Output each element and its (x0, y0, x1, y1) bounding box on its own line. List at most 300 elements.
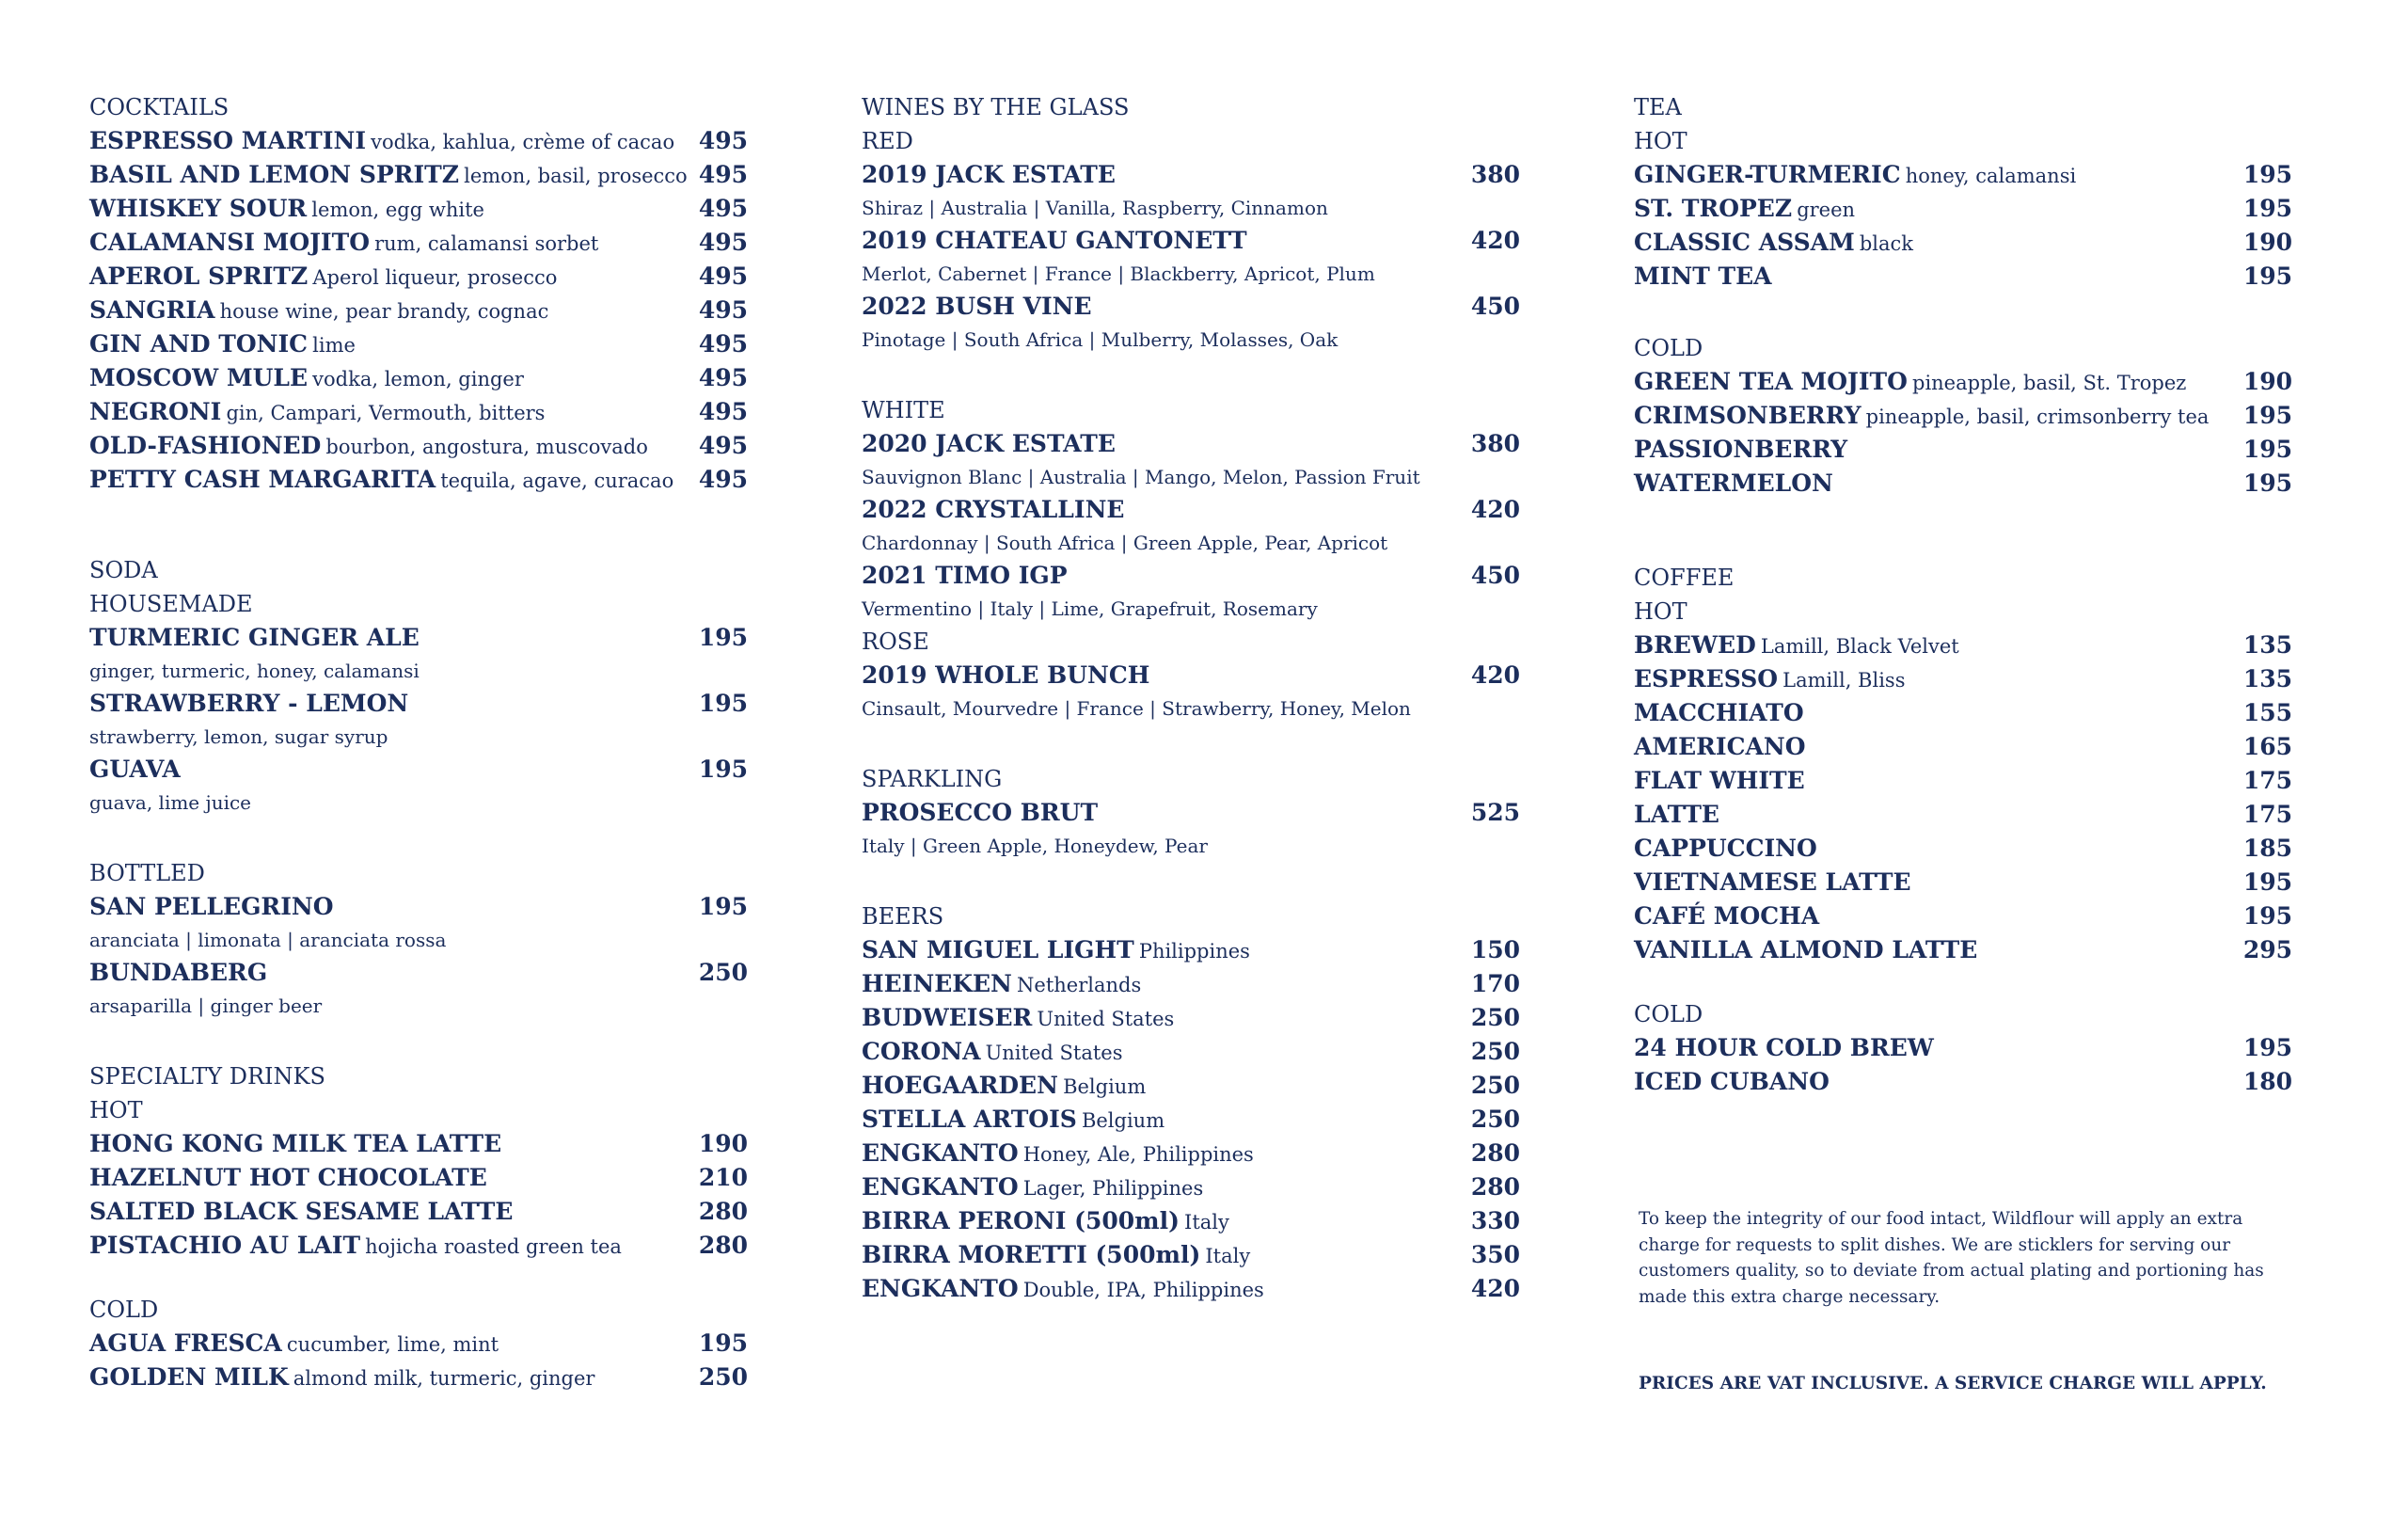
menu-item (1634, 764, 2292, 798)
menu-item-name: 2022 BUSH VINE (862, 293, 1092, 320)
menu-item-title (89, 1327, 499, 1363)
menu-item-description: Aperol liqueur, prosecco (312, 266, 558, 289)
menu-item-price: 495 (698, 466, 748, 493)
bottled-list (89, 890, 748, 1022)
menu-item-price: 280 (1470, 1139, 1520, 1167)
menu-column-3 (1634, 90, 2292, 1099)
menu-item-description: lime (312, 334, 356, 357)
menu-item (1634, 662, 2292, 696)
menu-item-title (89, 890, 334, 927)
menu-item-name: HAZELNUT HOT CHOCOLATE (89, 1164, 487, 1191)
menu-item-name: CALAMANSI MOJITO (89, 229, 370, 256)
menu-item-title (89, 327, 356, 364)
menu-item-price: 330 (1470, 1207, 1520, 1234)
subheading-red: RED (862, 128, 913, 154)
menu-item-name: ENGKANTO (862, 1173, 1019, 1201)
tea-hot-list (1634, 158, 2292, 294)
menu-item-name: APEROL SPRITZ (89, 263, 309, 290)
menu-item (89, 753, 748, 787)
menu-item (89, 124, 748, 158)
menu-item-price: 165 (2242, 733, 2292, 760)
menu-item-price: 195 (2242, 436, 2292, 463)
menu-item (862, 1272, 1520, 1306)
menu-item-title (862, 158, 1116, 195)
menu-item-name: SANGRIA (89, 296, 215, 324)
menu-item-name: GOLDEN MILK (89, 1363, 289, 1391)
menu-item-name: STRAWBERRY - LEMON (89, 690, 409, 717)
menu-item-name: ESPRESSO MARTINI (89, 127, 367, 154)
menu-item (1634, 433, 2292, 467)
menu-item-note: aranciata | limonata | aranciata rossa (89, 929, 447, 951)
soda-list (89, 621, 748, 819)
menu-item (1634, 192, 2292, 226)
menu-item-description: Netherlands (1017, 974, 1142, 996)
menu-item-price: 195 (2242, 470, 2292, 497)
menu-item-name: ENGKANTO (862, 1275, 1019, 1302)
menu-item (1634, 899, 2292, 933)
menu-item-price: 210 (698, 1164, 748, 1191)
menu-item-name: BIRRA PERONI (500ml) (862, 1207, 1180, 1234)
menu-item (1634, 467, 2292, 501)
menu-item (89, 1229, 748, 1263)
menu-item (862, 1204, 1520, 1238)
coffee-cold-list (1634, 1031, 2292, 1099)
menu-item-name: ESPRESSO (1634, 665, 1779, 692)
menu-item (862, 158, 1520, 192)
menu-item-price: 250 (1470, 1004, 1520, 1031)
menu-item-price: 250 (698, 1363, 748, 1391)
menu-item-price: 450 (1470, 293, 1520, 320)
section-heading-sparkling: SPARKLING (862, 766, 1003, 792)
menu-item-title (862, 1035, 1123, 1072)
menu-item-name: CORONA (862, 1038, 981, 1065)
menu-item-price: 150 (1470, 936, 1520, 963)
menu-item-name: PASSIONBERRY (1634, 436, 1848, 463)
section-heading-specialty: SPECIALTY DRINKS (89, 1063, 325, 1090)
menu-item-title (1634, 899, 1819, 936)
section-heading-bottled: BOTTLED (89, 860, 205, 886)
menu-item-price: 175 (2242, 767, 2292, 794)
menu-item-title (89, 1195, 513, 1232)
menu-item-price: 135 (2242, 631, 2292, 659)
menu-item-description: Belgium (1063, 1075, 1147, 1098)
menu-item (1634, 1031, 2292, 1065)
menu-item-title (1634, 467, 1833, 503)
menu-item-description: black (1859, 232, 1914, 255)
menu-item-title (862, 933, 1250, 970)
menu-item-price: 495 (698, 432, 748, 459)
menu-item (1634, 365, 2292, 399)
menu-item-title (1634, 866, 1911, 902)
menu-item-note: arsaparilla | ginger beer (89, 995, 323, 1017)
menu-item-description: Italy (1184, 1211, 1229, 1234)
menu-item-name: SALTED BLACK SESAME LATTE (89, 1198, 514, 1225)
subheading-tea-hot: HOT (1634, 128, 1687, 154)
menu-item (862, 933, 1520, 967)
menu-item-title (89, 361, 524, 398)
menu-item (89, 463, 748, 497)
menu-item-title (862, 224, 1247, 261)
menu-item-title (862, 1272, 1264, 1309)
sparkling-list (862, 796, 1520, 862)
menu-item-note: Pinotage | South Africa | Mulberry, Molasses, Oak (862, 328, 1339, 351)
menu-item-name: HEINEKEN (862, 970, 1012, 997)
menu-item-name: NEGRONI (89, 398, 222, 425)
menu-item-price: 195 (2242, 868, 2292, 896)
menu-item-title (862, 1103, 1164, 1139)
menu-item-description: bourbon, angostura, muscovado (325, 436, 648, 458)
menu-item-title (862, 1170, 1203, 1207)
menu-item-price: 190 (2242, 368, 2292, 395)
menu-item (862, 1170, 1520, 1204)
menu-item (89, 1127, 748, 1161)
menu-item-description: green (1797, 199, 1856, 221)
menu-item-name: ST. TROPEZ (1634, 195, 1793, 222)
menu-item-price: 195 (698, 756, 748, 783)
menu-item-name: BASIL AND LEMON SPRITZ (89, 161, 460, 188)
menu-item-name: ICED CUBANO (1634, 1068, 1830, 1095)
menu-item (89, 158, 748, 192)
menu-item-price: 420 (1470, 1275, 1520, 1302)
menu-item-note: Vermentino | Italy | Lime, Grapefruit, Rosemary (862, 597, 1318, 620)
menu-item-price: 170 (1470, 970, 1520, 997)
menu-item-name: OLD-FASHIONED (89, 432, 322, 459)
menu-item-price: 495 (698, 296, 748, 324)
menu-item-note: Merlot, Cabernet | France | Blackberry, Apricot, Plum (862, 263, 1375, 285)
menu-item (89, 395, 748, 429)
menu-item-description: rum, calamansi sorbet (374, 232, 599, 255)
menu-column-2 (862, 90, 1520, 1306)
menu-item-price: 195 (698, 690, 748, 717)
menu-item-title (1634, 1031, 1934, 1068)
menu-item-name: GINGER-TURMERIC (1634, 161, 1901, 188)
menu-item (862, 559, 1520, 593)
section-heading-tea: TEA (1634, 94, 1682, 120)
menu-item-name: 2019 WHOLE BUNCH (862, 661, 1150, 689)
menu-item-title (1634, 158, 2076, 195)
subheading-tea-cold: COLD (1634, 335, 1703, 361)
menu-item (862, 659, 1520, 692)
menu-item (89, 890, 748, 924)
menu-item (89, 429, 748, 463)
menu-item-title (89, 124, 674, 161)
menu-item (862, 1069, 1520, 1103)
menu-item-description: pineapple, basil, crimsonberry tea (1865, 406, 2210, 428)
menu-item-name: CLASSIC ASSAM (1634, 229, 1855, 256)
section-heading-beers: BEERS (862, 903, 944, 930)
menu-item-name: BREWED (1634, 631, 1756, 659)
menu-item-name: GUAVA (89, 756, 181, 783)
menu-item (89, 956, 748, 990)
menu-item-name: HOEGAARDEN (862, 1072, 1058, 1099)
menu-item-price: 185 (2242, 835, 2292, 862)
menu-item-title (89, 1161, 487, 1198)
menu-item-price: 495 (698, 263, 748, 290)
subheading-housemade: HOUSEMADE (89, 591, 253, 617)
menu-item-title (1634, 433, 1847, 470)
menu-item-title (1634, 730, 1806, 767)
menu-item-price: 350 (1470, 1241, 1520, 1268)
menu-item-price: 190 (698, 1130, 748, 1157)
menu-item-note: Sauvignon Blanc | Australia | Mango, Melon, Passion Fruit (862, 466, 1420, 488)
menu-item-title (89, 463, 673, 500)
menu-item-description: Philippines (1138, 940, 1250, 963)
specialty-hot-list (89, 1127, 748, 1263)
menu-item-title (1634, 1065, 1830, 1102)
menu-item-title (89, 158, 688, 195)
menu-item (89, 621, 748, 655)
menu-item-description: Italy (1205, 1245, 1251, 1267)
menu-item (862, 796, 1520, 830)
menu-item-title (1634, 764, 1805, 801)
menu-item-description: hojicha roasted green tea (365, 1235, 622, 1258)
vat-notice: PRICES ARE VAT INCLUSIVE. A SERVICE CHARGE WILL APPLY. (1639, 1374, 2267, 1393)
menu-item (1634, 866, 2292, 899)
menu-item-price: 250 (1470, 1106, 1520, 1133)
menu-item-title (89, 429, 648, 466)
menu-item (1634, 399, 2292, 433)
menu-item-name: VANILLA ALMOND LATTE (1634, 936, 1978, 963)
menu-item-price: 495 (698, 195, 748, 222)
menu-item-description: Honey, Ale, Philippines (1022, 1143, 1254, 1166)
menu-item-title (862, 1137, 1254, 1173)
menu-item (89, 361, 748, 395)
menu-item-description: almond milk, turmeric, ginger (293, 1367, 595, 1390)
menu-item-name: ENGKANTO (862, 1139, 1019, 1167)
menu-item-title (862, 796, 1098, 833)
menu-item-title (862, 559, 1068, 596)
menu-item-price: 280 (1470, 1173, 1520, 1201)
menu-item-title (1634, 798, 1719, 835)
menu-item (1634, 730, 2292, 764)
menu-item-name: WATERMELON (1634, 470, 1833, 497)
menu-item-name: PROSECCO BRUT (862, 799, 1099, 826)
menu-item-title (89, 956, 267, 993)
menu-item-name: WHISKEY SOUR (89, 195, 308, 222)
menu-item-price: 250 (1470, 1038, 1520, 1065)
cocktails-list (89, 124, 748, 497)
menu-item-price: 380 (1470, 161, 1520, 188)
menu-item (1634, 798, 2292, 832)
menu-item-note: ginger, turmeric, honey, calamansi (89, 660, 420, 682)
rose-wine-list (862, 659, 1520, 724)
menu-item-note: Chardonnay | South Africa | Green Apple, Pear, Apricot (862, 532, 1388, 554)
menu-item (89, 1195, 748, 1229)
menu-item-name: FLAT WHITE (1634, 767, 1805, 794)
menu-item-title (862, 967, 1141, 1004)
subheading-rose: ROSE (862, 629, 929, 655)
menu-item (1634, 260, 2292, 294)
menu-item-name: GIN AND TONIC (89, 330, 309, 358)
menu-item-price: 295 (2242, 936, 2292, 963)
menu-item-title (89, 621, 420, 658)
menu-item-title (1634, 696, 1804, 733)
menu-item-description: Lamill, Bliss (1782, 669, 1906, 692)
menu-item-name: 2020 JACK ESTATE (862, 430, 1116, 457)
menu-item-name: TURMERIC GINGER ALE (89, 624, 420, 651)
menu-item-title (862, 427, 1116, 464)
menu-item (862, 224, 1520, 258)
menu-item (862, 427, 1520, 461)
menu-item-title (862, 290, 1092, 326)
menu-item-title (1634, 933, 1977, 970)
menu-item (862, 1001, 1520, 1035)
menu-item-description: house wine, pear brandy, cognac (219, 300, 549, 323)
coffee-hot-list (1634, 629, 2292, 967)
menu-item-price: 495 (698, 330, 748, 358)
menu-item-name: BUDWEISER (862, 1004, 1033, 1031)
red-wine-list (862, 158, 1520, 356)
menu-item (862, 967, 1520, 1001)
menu-item-title (862, 659, 1149, 695)
menu-item-price: 420 (1470, 661, 1520, 689)
menu-item-price: 195 (2242, 402, 2292, 429)
menu-item (89, 1327, 748, 1361)
menu-item-title (862, 1204, 1229, 1241)
menu-item-note: Cinsault, Mourvedre | France | Strawberry, Honey, Melon (862, 697, 1411, 720)
menu-item-price: 195 (2242, 263, 2292, 290)
menu-item-price: 195 (2242, 902, 2292, 930)
menu-item-price: 495 (698, 127, 748, 154)
menu-item-name: MINT TEA (1634, 263, 1772, 290)
menu-item-price: 195 (698, 893, 748, 920)
menu-item-note: Shiraz | Australia | Vanilla, Raspberry, Cinnamon (862, 197, 1328, 219)
menu-item-name: CAFÉ MOCHA (1634, 902, 1820, 930)
beers-list (862, 933, 1520, 1306)
menu-item-title (89, 753, 181, 789)
menu-item-price: 250 (1470, 1072, 1520, 1099)
menu-item-price: 190 (2242, 229, 2292, 256)
tea-cold-list (1634, 365, 2292, 501)
menu-item-price: 175 (2242, 801, 2292, 828)
specialty-cold-list (89, 1327, 748, 1394)
menu-item-description: United States (985, 1042, 1123, 1064)
menu-item-name: CAPPUCCINO (1634, 835, 1817, 862)
menu-item-title (89, 1229, 622, 1265)
menu-item-note: strawberry, lemon, sugar syrup (89, 725, 388, 748)
menu-item-price: 180 (2242, 1068, 2292, 1095)
menu-item (1634, 158, 2292, 192)
menu-item (862, 493, 1520, 527)
menu-item-title (1634, 192, 1855, 229)
menu-item-name: CRIMSONBERRY (1634, 402, 1861, 429)
menu-item (1634, 696, 2292, 730)
menu-item-title (89, 1127, 501, 1164)
menu-column-1 (89, 90, 748, 1394)
menu-item-name: STELLA ARTOIS (862, 1106, 1077, 1133)
subheading-specialty-hot: HOT (89, 1097, 143, 1123)
menu-item-title (89, 260, 557, 296)
menu-item-name: 2022 CRYSTALLINE (862, 496, 1125, 523)
menu-item-price: 195 (2242, 1034, 2292, 1061)
menu-item-price: 135 (2242, 665, 2292, 692)
menu-item-name: GREEN TEA MOJITO (1634, 368, 1908, 395)
menu-item-name: AGUA FRESCA (89, 1329, 282, 1357)
menu-item (89, 192, 748, 226)
section-heading-coffee: COFFEE (1634, 565, 1735, 591)
menu-item-title (1634, 629, 1959, 665)
menu-item-title (1634, 260, 1772, 296)
menu-item (862, 1035, 1520, 1069)
white-wine-list (862, 427, 1520, 625)
menu-item-title (862, 493, 1124, 530)
menu-item-name: LATTE (1634, 801, 1719, 828)
menu-item-price: 155 (2242, 699, 2292, 726)
menu-item-price: 280 (698, 1232, 748, 1259)
menu-item-name: VIETNAMESE LATTE (1634, 868, 1911, 896)
menu-item-name: SAN PELLEGRINO (89, 893, 334, 920)
menu-item-name: BUNDABERG (89, 959, 268, 986)
menu-item-name: HONG KONG MILK TEA LATTE (89, 1130, 502, 1157)
menu-item-description: Double, IPA, Philippines (1022, 1279, 1264, 1301)
menu-item (862, 1238, 1520, 1272)
menu-item-description: pineapple, basil, St. Tropez (1912, 372, 2187, 394)
menu-item-name: 2021 TIMO IGP (862, 562, 1068, 589)
menu-item-title (862, 1238, 1250, 1275)
menu-item (1634, 933, 2292, 967)
menu-item (89, 294, 748, 327)
menu-item-name: SAN MIGUEL LIGHT (862, 936, 1134, 963)
menu-item-price: 495 (698, 364, 748, 391)
menu-item (1634, 1065, 2292, 1099)
menu-item-price: 495 (698, 398, 748, 425)
menu-item-description: gin, Campari, Vermouth, bitters (226, 402, 546, 424)
menu-item-name: MACCHIATO (1634, 699, 1804, 726)
menu-item-price: 195 (698, 1329, 748, 1357)
menu-item-title (1634, 662, 1905, 699)
subheading-coffee-hot: HOT (1634, 598, 1687, 625)
menu-item-note: guava, lime juice (89, 791, 252, 814)
menu-item-title (1634, 399, 2209, 436)
menu-item-description: cucumber, lime, mint (286, 1333, 499, 1356)
menu-item-price: 250 (698, 959, 748, 986)
menu-item (862, 1137, 1520, 1170)
section-heading-cocktails: COCKTAILS (89, 94, 230, 120)
menu-item-price: 495 (698, 161, 748, 188)
menu-item-description: tequila, agave, curacao (440, 470, 674, 492)
menu-item-title (89, 226, 598, 263)
menu-item (89, 1361, 748, 1394)
menu-item-note: Italy | Green Apple, Honeydew, Pear (862, 835, 1208, 857)
menu-item-name: MOSCOW MULE (89, 364, 309, 391)
menu-item-price: 420 (1470, 496, 1520, 523)
menu-item-description: Lager, Philippines (1022, 1177, 1204, 1200)
menu-item-description: lemon, basil, prosecco (464, 165, 688, 187)
menu-item (1634, 832, 2292, 866)
menu-item (89, 260, 748, 294)
menu-item-description: vodka, lemon, ginger (312, 368, 524, 390)
menu-item-name: BIRRA MORETTI (500ml) (862, 1241, 1201, 1268)
menu-item-title (1634, 832, 1817, 868)
menu-item-title (862, 1069, 1146, 1106)
menu-item-description: Lamill, Black Velvet (1760, 635, 1959, 658)
menu-item-title (89, 294, 548, 330)
menu-item-price: 495 (698, 229, 748, 256)
menu-item-name: 24 HOUR COLD BREW (1634, 1034, 1934, 1061)
menu-item-title (1634, 365, 2186, 402)
menu-item (862, 1103, 1520, 1137)
menu-item (89, 327, 748, 361)
menu-item (89, 687, 748, 721)
menu-item-description: vodka, kahlua, crème of cacao (371, 131, 675, 153)
menu-item-description: United States (1037, 1008, 1175, 1030)
menu-item-price: 195 (2242, 195, 2292, 222)
menu-item-price: 450 (1470, 562, 1520, 589)
subheading-coffee-cold: COLD (1634, 1001, 1703, 1027)
menu-item-title (862, 1001, 1174, 1038)
menu-item-name: AMERICANO (1634, 733, 1806, 760)
menu-item-title (89, 687, 408, 724)
